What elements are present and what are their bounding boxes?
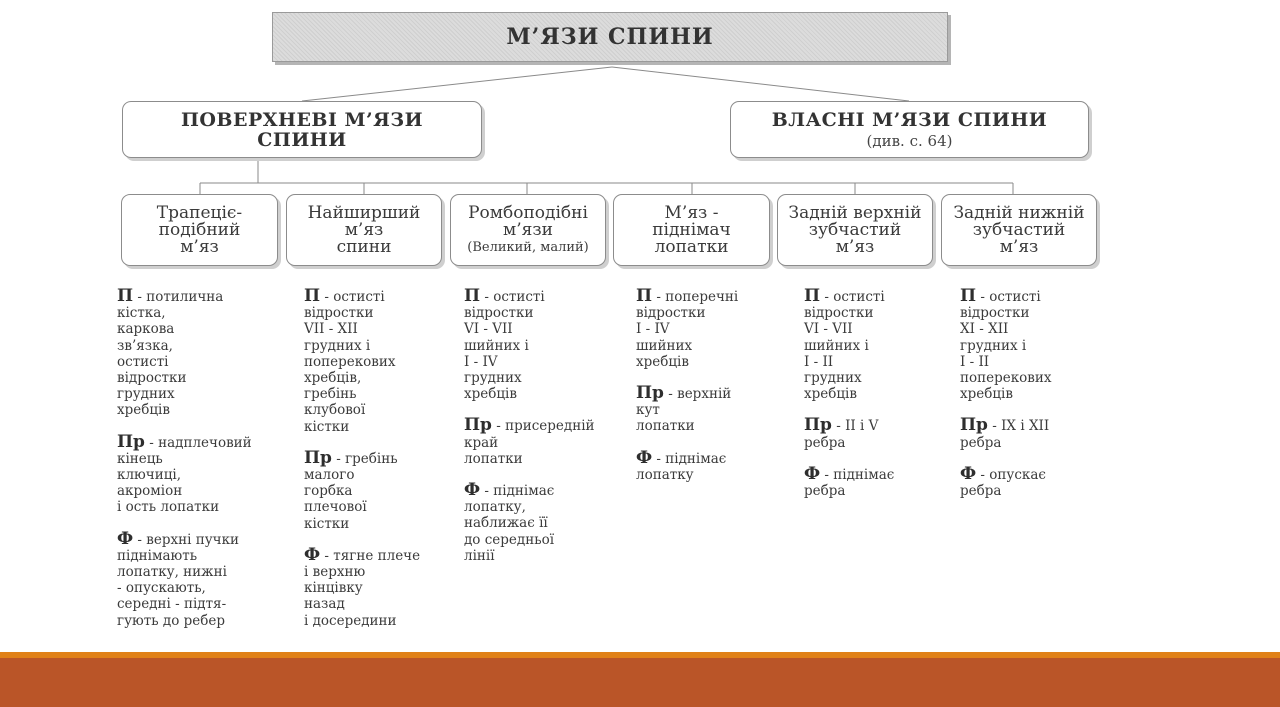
description-line: кінець bbox=[117, 450, 163, 467]
description-first-line bbox=[464, 417, 595, 434]
description-line: середні - підтя- bbox=[117, 596, 227, 613]
group-superficial bbox=[122, 101, 482, 158]
group-own bbox=[730, 101, 1089, 158]
entry-label: Пр bbox=[960, 415, 988, 436]
description-line: грудних і bbox=[304, 337, 371, 354]
muscle-name-line: м’яз bbox=[180, 236, 219, 257]
muscle-name-line: м’язи bbox=[503, 219, 553, 240]
entry-label: П bbox=[960, 286, 977, 306]
description-line: I - II bbox=[960, 353, 990, 370]
entry-first-text: - гребінь bbox=[331, 450, 398, 467]
description-first-line bbox=[464, 482, 595, 499]
description-line: хребців bbox=[960, 386, 1013, 403]
entry-first-text: - остисті bbox=[480, 289, 545, 305]
entry-first-text: - поперечні bbox=[652, 289, 739, 305]
description-line: і ость лопатки bbox=[117, 499, 220, 516]
description-first-line bbox=[464, 288, 595, 305]
description-first-line bbox=[304, 544, 421, 565]
entry-label: Пр bbox=[117, 431, 145, 452]
description-entry bbox=[117, 528, 252, 629]
muscle-box-serratus-inferior bbox=[941, 194, 1097, 266]
description-first-line bbox=[960, 463, 1052, 484]
entry-first-text: - присередній bbox=[491, 418, 595, 435]
entry-label: Ф bbox=[636, 447, 653, 468]
muscle-name-line: спини bbox=[336, 236, 392, 257]
description-line: кут bbox=[636, 402, 660, 419]
description-line: хребців, bbox=[304, 370, 362, 387]
muscle-name-line: Трапеціє- bbox=[156, 202, 243, 223]
description-line: назад bbox=[304, 596, 345, 613]
muscle-name-line: лопатки bbox=[654, 236, 729, 257]
description-line: кістка, bbox=[117, 305, 166, 322]
description-line: малого bbox=[304, 467, 355, 484]
description-line: кістки bbox=[304, 515, 350, 532]
description-entry bbox=[804, 463, 895, 500]
group-superficial-line-1: ПОВЕРХНЕВІ М’ЯЗИ bbox=[180, 108, 424, 131]
description-line: ребра bbox=[960, 483, 1002, 500]
description-line: грудних bbox=[117, 386, 175, 403]
entry-label: Пр bbox=[304, 447, 332, 468]
description-line: остисті bbox=[117, 353, 169, 370]
description-line: VI - VII bbox=[804, 321, 853, 338]
entry-first-text: - опускає bbox=[976, 466, 1046, 483]
description-entry bbox=[636, 385, 738, 435]
description-first-line bbox=[804, 417, 894, 434]
muscle-name-line: М’яз - bbox=[664, 202, 719, 223]
title: М’ЯЗИ СПИНИ bbox=[506, 24, 714, 50]
description-line: лінії bbox=[464, 547, 495, 564]
description-serratus-inferior bbox=[960, 288, 1052, 514]
muscle-name-line: м’яз bbox=[999, 236, 1039, 257]
muscle-name-line: Ромбоподібні bbox=[468, 202, 588, 223]
entry-first-text: - остисті bbox=[976, 289, 1041, 305]
description-levator-scapulae bbox=[636, 288, 738, 498]
entry-first-text: - піднімає bbox=[652, 450, 727, 467]
description-latissimus bbox=[304, 288, 420, 644]
description-line: VII - XII bbox=[304, 321, 358, 338]
description-first-line bbox=[117, 528, 252, 549]
description-first-line bbox=[960, 288, 1052, 305]
description-line: кістки bbox=[304, 418, 350, 435]
description-line: грудних bbox=[464, 370, 522, 387]
description-first-line bbox=[636, 447, 738, 468]
muscle-name-sub: (Великий, малий) bbox=[467, 239, 589, 255]
description-line: плечової bbox=[304, 499, 367, 516]
description-first-line bbox=[117, 431, 252, 452]
description-first-line bbox=[636, 288, 738, 305]
description-entry bbox=[960, 288, 1052, 402]
description-line: шийних і bbox=[464, 337, 529, 354]
description-line: грудних і bbox=[960, 337, 1027, 354]
group-own-title: ВЛАСНІ М’ЯЗИ СПИНИ bbox=[771, 108, 1048, 131]
muscle-name-line: подібний bbox=[158, 219, 241, 240]
entry-label: Пр bbox=[464, 415, 492, 436]
description-line: відростки bbox=[804, 305, 874, 322]
description-entry bbox=[117, 288, 252, 419]
description-entry bbox=[304, 544, 421, 629]
muscle-box-levator-scapulae bbox=[613, 194, 770, 266]
entry-label: Ф bbox=[960, 463, 977, 484]
description-line: відростки bbox=[636, 305, 706, 322]
description-line: лопатку, bbox=[464, 499, 526, 516]
description-line: горбка bbox=[304, 483, 353, 500]
description-first-line bbox=[804, 463, 895, 484]
description-line: гують до ребер bbox=[117, 612, 225, 629]
description-first-line bbox=[304, 288, 420, 305]
entry-label: П bbox=[304, 286, 321, 306]
description-entry bbox=[960, 463, 1052, 500]
description-entry bbox=[960, 417, 1052, 450]
description-first-line bbox=[117, 288, 252, 305]
entry-label: Пр bbox=[636, 383, 664, 404]
description-entry bbox=[464, 288, 595, 402]
description-entry bbox=[804, 417, 894, 450]
entry-label: Ф bbox=[464, 480, 481, 501]
description-line: каркова bbox=[117, 321, 175, 338]
entry-label: П bbox=[117, 286, 134, 306]
description-entry bbox=[117, 431, 252, 516]
description-line: ключиці, bbox=[117, 467, 181, 484]
muscle-box-rhomboid bbox=[450, 194, 606, 266]
description-line: відростки bbox=[464, 305, 534, 322]
description-line: гребінь bbox=[304, 386, 357, 403]
description-line: і досередини bbox=[304, 612, 397, 629]
entry-first-text: - тягне плече bbox=[320, 547, 421, 564]
description-line: хребців bbox=[804, 386, 857, 403]
entry-first-text: - II і V bbox=[831, 418, 879, 435]
description-line: I - II bbox=[804, 353, 834, 370]
description-line: наближає її bbox=[464, 515, 548, 532]
description-line: піднімають bbox=[117, 547, 198, 564]
muscle-name-line: зубчастий bbox=[808, 219, 902, 240]
description-line: хребців bbox=[636, 353, 689, 370]
entry-first-text: - потилична bbox=[133, 289, 224, 305]
description-entry bbox=[304, 447, 420, 532]
group-superficial-line-2: СПИНИ bbox=[257, 128, 347, 151]
description-line: поперекових bbox=[960, 370, 1052, 387]
entry-first-text: - верхні пучки bbox=[133, 531, 240, 548]
description-entry bbox=[304, 288, 420, 435]
muscle-name-line: піднімач bbox=[652, 219, 731, 240]
entry-first-text: - остисті bbox=[820, 289, 885, 305]
entry-first-text: - остисті bbox=[320, 289, 385, 305]
description-line: ребра bbox=[804, 483, 846, 500]
muscle-name-line: м’яз bbox=[835, 236, 875, 257]
entry-label: П bbox=[804, 286, 821, 306]
entry-label: Ф bbox=[804, 463, 821, 484]
muscle-box-trapezius bbox=[121, 194, 278, 266]
description-entry bbox=[804, 288, 894, 402]
muscle-name-line: зубчастий bbox=[972, 219, 1066, 240]
description-first-line bbox=[960, 417, 1052, 434]
description-line: поперекових bbox=[304, 353, 396, 370]
entry-first-text: - верхній bbox=[663, 386, 732, 403]
muscle-box-latissimus bbox=[286, 194, 442, 266]
description-line: I - IV bbox=[636, 321, 670, 338]
muscle-box-serratus-superior bbox=[777, 194, 933, 266]
description-line: і верхню bbox=[304, 564, 366, 581]
description-line: I - IV bbox=[464, 353, 498, 370]
description-first-line bbox=[304, 447, 420, 468]
description-line: XI - XII bbox=[960, 321, 1009, 338]
description-line: до середньої bbox=[464, 531, 555, 548]
description-line: лопатки bbox=[464, 450, 523, 467]
footer-bar bbox=[0, 658, 1280, 707]
entry-first-text: - IX і XII bbox=[987, 418, 1050, 435]
description-line: акроміон bbox=[117, 483, 183, 500]
description-line: кінцівку bbox=[304, 580, 363, 597]
description-line: хребців bbox=[464, 386, 517, 403]
description-serratus-superior bbox=[804, 288, 894, 514]
description-line: ребра bbox=[960, 434, 1002, 451]
muscle-name-line: Задній нижній bbox=[953, 202, 1085, 223]
description-entry bbox=[464, 482, 595, 564]
description-line: відростки bbox=[960, 305, 1030, 322]
entry-first-text: - надплечовий bbox=[144, 434, 252, 451]
description-line: шийних bbox=[636, 337, 693, 354]
description-trapezius bbox=[117, 288, 252, 644]
connector-title-superficial bbox=[302, 67, 612, 101]
description-entry bbox=[464, 417, 595, 467]
entry-first-text: - піднімає bbox=[820, 466, 895, 483]
description-line: VI - VII bbox=[464, 321, 513, 338]
description-line: - опускають, bbox=[117, 580, 206, 597]
description-first-line bbox=[636, 385, 738, 402]
description-line: лопатку bbox=[636, 466, 694, 483]
description-line: лопатку, нижні bbox=[117, 564, 227, 581]
entry-label: Ф bbox=[117, 528, 134, 549]
description-line: лопатки bbox=[636, 418, 695, 435]
description-line: хребців bbox=[117, 402, 170, 419]
description-line: клубової bbox=[304, 402, 366, 419]
description-entry bbox=[636, 447, 738, 483]
muscle-name-line: Найширший bbox=[307, 202, 421, 223]
description-line: зв’язка, bbox=[117, 337, 173, 354]
entry-label: Ф bbox=[304, 544, 321, 565]
muscle-name-line: м’яз bbox=[344, 219, 384, 240]
description-rhomboid bbox=[464, 288, 595, 579]
entry-label: Пр bbox=[804, 415, 832, 436]
entry-label: П bbox=[464, 286, 481, 306]
entry-first-text: - піднімає bbox=[480, 483, 555, 500]
entry-label: П bbox=[636, 286, 653, 306]
description-line: відростки bbox=[304, 305, 374, 322]
description-line: грудних bbox=[804, 370, 862, 387]
description-line: відростки bbox=[117, 370, 187, 387]
group-own-note: (див. с. 64) bbox=[866, 131, 953, 150]
description-line: край bbox=[464, 434, 499, 451]
connector-title-own bbox=[612, 67, 909, 101]
description-first-line bbox=[804, 288, 894, 305]
title-box bbox=[272, 12, 948, 62]
muscle-name-line: Задній верхній bbox=[788, 202, 922, 223]
description-entry bbox=[636, 288, 738, 370]
description-line: шийних і bbox=[804, 337, 869, 354]
description-line: ребра bbox=[804, 434, 846, 451]
